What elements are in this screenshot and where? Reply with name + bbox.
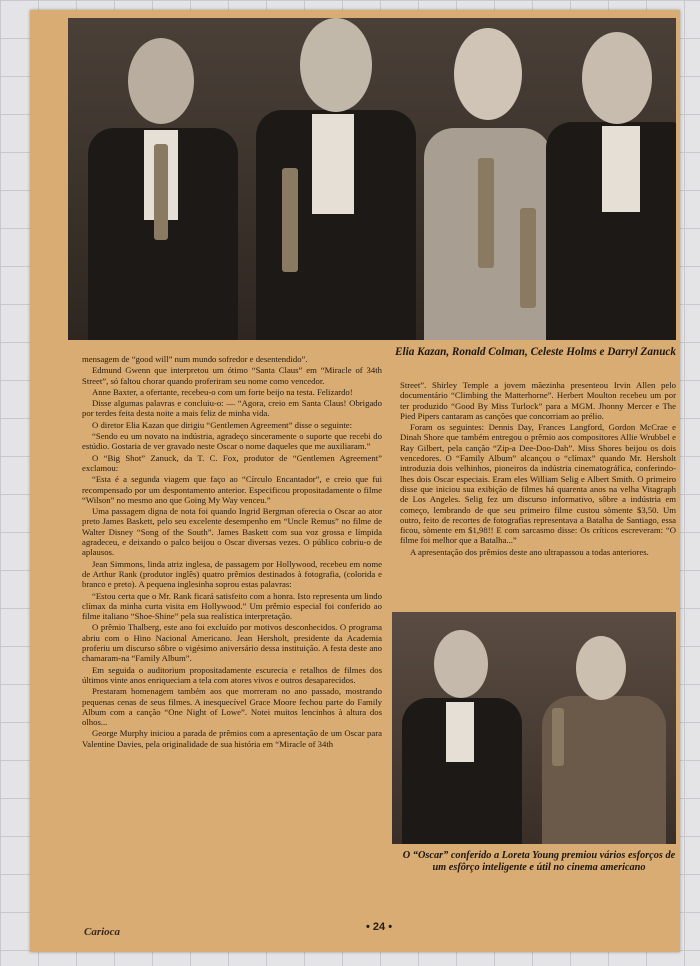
paragraph: Foram os seguintes: Dennis Day, Frances Langford, Gordon McCrae e Dinah Shore que também entregou o prêmio aos compositores Allie Wrubbel e Ray Gilbert, pela canção “Zip-a Dee-Doo-Dah”. Miss Shores beijou os dois vencedores. O “Family Album” alcançou o “clímax” quando Mr. Hersholt introduzia dois velhinhos, pioneiros da indústria cinematográfica, conferindo-lhes dois Oscar especiais. Eram eles William Selig e Albert Smith. O primeiro disse que iniciou sua exibição de filmes há quarenta anos na velha Vitagraph de Los Angeles. Selig fez um discurso informativo, sôbre a indústria em começo, lembrando de que seu primeiro filme custou sòmente $3,50. Um outro, feito de recortes de fotografias representava a Batalha de Santiago, essa ficou, sòmente em $1,98!! E com sarcasmo disse: Os críticos escreveram: “O filme foi melhor que a Batalha...”	[400, 422, 676, 546]
paragraph: “Sendo eu um novato na indústria, agradeço sinceramente o suporte que recebi do estúdio. Gostaria de ver gravado neste Oscar o nome daqueles que me auxiliaram.”	[82, 431, 382, 452]
paragraph: O “Big Shot” Zanuck, da T. C. Fox, produtor de “Gentlemen Agreement” exclamou:	[82, 452, 382, 473]
paragraph: Em seguida o auditorium propositadamente escurecia e retalhos de filmes dos últimos vinte anos enriqueciam a tela com atores vivos e outros desaparecidos.	[82, 664, 382, 685]
paragraph: Uma passagem digna de nota foi quando Ingrid Bergman oferecia o Oscar ao ator preto James Baskett, pelo seu excelente desempenho em “Uncle Remus” no filme de Walter Disney “Song of the South”. James Baskett com sua voz grossa e límpida agradeceu, e deixando o palco beijou o Oscar diversas vezes. O público cobriu-o de aplausos.	[82, 506, 382, 558]
paragraph: “Esta é a segunda viagem que faço ao “Círculo Encantador”, e creio que fui recompensado por um despontamento anterior. Especificou propositadamente o filme “Wilson” no mesmo ano que Going My Way venceu.”	[82, 474, 382, 505]
paragraph: Anne Baxter, a ofertante, recebeu-o com um forte beijo na testa. Felizardo!	[92, 386, 353, 397]
right-column-text	[400, 380, 676, 558]
left-column-text	[82, 354, 382, 750]
loretta-young-oscar-photo	[392, 612, 676, 844]
paragraph: Disse algumas palavras e concluiu-o: — “Agora, creio em Santa Claus! Obrigado por terdes feita desta noite a mais feliz de minha vida.	[82, 398, 382, 419]
paragraph: A apresentação dos prêmios deste ano ultrapassou a todas anteriores.	[410, 546, 649, 557]
page-number: • 24 •	[366, 921, 393, 933]
bottom-photo-caption: O “Oscar” conferido a Loreta Young premiou vários esforços de um esfôrço inteligente e útil no cinema americano	[402, 850, 676, 873]
paragraph: Street”. Shirley Temple a jovem mãezinha presenteou Irvin Allen pelo documentário “Climbing the Matterhorne”. Herbert Moulton recebeu um por ter produzido “Good By Miss Turlock” para a MGM. Jhonny Mercer e The Pied Pipers cantaram as canções que concorriam ao prélio.	[400, 380, 676, 421]
paragraph: O prêmio Thalberg, este ano foi excluído por motivos desconhecidos. O programa abriu com o Hino Nacional Americano. Jean Hersholt, presidente da Academia proferiu um discurso sôbre o vigésimo aniversário dessa instituição. A festa deste ano chamaram-na “Family Album”.	[82, 622, 382, 664]
paragraph: Jean Simmons, linda atriz inglesa, de passagem por Hollywood, recebeu em nome de Arthur Rank (produtor inglês) quatro prêmios destinados à fotografia, (colorida e branco e preto). A pequena inglesinha soprou estas palavras:	[82, 558, 382, 590]
magazine-page	[30, 10, 680, 952]
paragraph: George Murphy iniciou a parada de prêmios com a apresentação de um Oscar para Valentine Davies, pela originalidade de sua história em “Miracle of 34th	[82, 728, 382, 749]
paragraph: Prestaram homenagem também aos que morreram no ano passado, mostrando pequenas cenas de seus filmes. A inesquecível Grace Moore fechou parte do Family Album com a canção “One Night of Lowe”. Notei muitos lencinhos à altura dos olhos...	[82, 686, 382, 728]
paragraph: Edmund Gwenn que interpretou um ótimo “Santa Claus” em “Miracle of 34th Street”, só faltou chorar quando proferiram seu nome como vencedor.	[82, 365, 382, 386]
award-winners-photo	[68, 18, 676, 340]
paragraph: mensagem de “good will” num mundo sofredor e desentendido”.	[82, 354, 308, 364]
magazine-logo: Carioca	[84, 926, 121, 938]
top-photo-caption: Elia Kazan, Ronald Colman, Celeste Holms e Darryl Zanuck	[395, 346, 676, 358]
paragraph: O diretor Elia Kazan que dirigiu “Gentlemen Agreement” disse o seguinte:	[92, 419, 353, 430]
paragraph: “Estou certa que o Mr. Rank ficará satisfeito com a honra. Isto representa um lindo clímax da minha curta visita em Hollywood.” Um prêmio especial foi conferido ao filme italiano “Shoe-Shine” pela sua realística interpretação.	[82, 590, 382, 622]
